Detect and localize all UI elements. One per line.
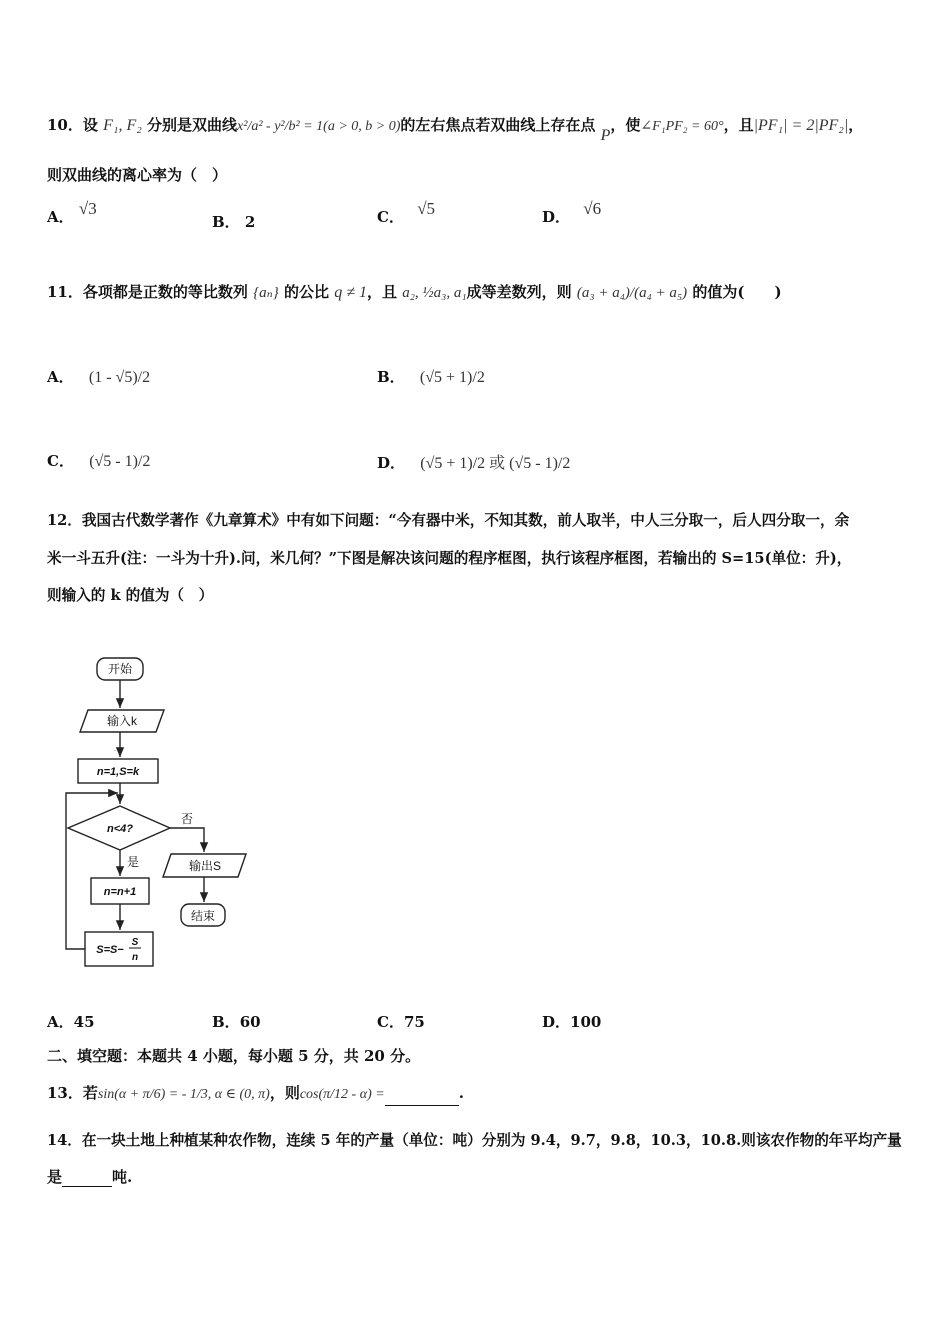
q13-text-1: 若 <box>82 1084 98 1102</box>
option-value: (√5 + 1)/2 <box>419 369 485 386</box>
q12-option-d[interactable] <box>542 1011 601 1032</box>
q10-option-a[interactable] <box>47 199 97 227</box>
option-label: A． <box>47 1013 74 1031</box>
option-label: B． <box>212 213 240 231</box>
option-value: √3 <box>78 199 97 218</box>
q10-text-6: ， <box>848 116 864 134</box>
q10-option-c[interactable] <box>377 199 436 227</box>
q14-line1: 14．在一块土地上种植某种农作物，连续 5 年的产量（单位：吨）分别为 9.4，9.7，9.8，10.3，10.8.则该农作物的年平均产量 <box>47 1132 902 1149</box>
q13-line <box>47 1081 464 1107</box>
q11-expression: (a₃ + a₄)/(a₄ + a₅) <box>576 285 688 301</box>
q10-text-5: ，且 <box>723 116 754 134</box>
flow-start-label: 开始 <box>107 662 133 676</box>
flow-update-denominator: n <box>131 952 139 963</box>
flow-no-label: 否 <box>180 812 194 826</box>
q12-option-c[interactable] <box>377 1011 425 1032</box>
flow-condition-label: n<4? <box>107 823 133 835</box>
q10-angle: ∠F₁PF₂ = 60° <box>640 119 724 134</box>
q11-terms: a₂, ½a₃, a₁ <box>402 285 467 301</box>
q10-hyperbola: x²/a² - y²/b² = 1(a > 0, b > 0) <box>237 119 401 134</box>
option-value: (√5 - 1)/2 <box>89 453 151 470</box>
flow-increment-label: n=n+1 <box>103 886 137 898</box>
flow-init-label: n=1,S=k <box>96 766 140 778</box>
flow-end-label: 结束 <box>190 909 216 923</box>
option-value: 75 <box>403 1013 425 1031</box>
q11-number: 11． <box>47 283 83 301</box>
option-value: 2 <box>244 213 256 231</box>
q13-text-2: ，则 <box>269 1084 300 1102</box>
option-label: A． <box>47 368 74 386</box>
q13-number: 13． <box>47 1084 83 1102</box>
option-label: A． <box>47 208 74 226</box>
q10-line2: 则双曲线的离心率为（ ） <box>47 166 228 184</box>
q14-line2 <box>47 1166 132 1187</box>
q11-text-1: 各项都是正数的等比数列 <box>82 283 248 301</box>
q10-text-1: 设 <box>82 116 98 134</box>
q11-option-a[interactable] <box>47 366 150 387</box>
q14-answer-blank[interactable] <box>62 1168 112 1187</box>
option-value: (1 - √5)/2 <box>88 369 151 386</box>
option-label: B． <box>212 1013 240 1031</box>
q11-line1 <box>47 280 782 305</box>
q10-text-4: ，使 <box>610 116 641 134</box>
q12-option-b[interactable] <box>212 1011 261 1032</box>
q10-ratio: |PF₁| = 2|PF₂| <box>753 117 849 134</box>
q11-text-2: 的公比 <box>283 283 329 301</box>
section-2-heading: 二、填空题：本题共 4 小题，每小题 5 分，共 20 分。 <box>47 1047 421 1065</box>
option-label: D． <box>542 1013 571 1031</box>
q10-number: 10． <box>47 116 83 134</box>
flow-input-label: 输入k <box>106 714 138 728</box>
q11-ratio: q ≠ 1 <box>334 284 367 301</box>
q13-end: . <box>458 1084 464 1102</box>
q11-text-3: ，且 <box>366 283 397 301</box>
q14-text-2: 吨. <box>112 1168 133 1186</box>
option-value: (√5 + 1)/2 或 (√5 - 1)/2 <box>420 455 571 472</box>
q11-option-d[interactable] <box>377 450 570 473</box>
q14-text-1: 是 <box>47 1168 63 1186</box>
option-label: D． <box>377 454 406 472</box>
option-value: 100 <box>570 1013 602 1031</box>
q11-text-5: 的值为( ) <box>692 283 782 301</box>
q10-point: P <box>600 127 611 144</box>
q13-given: sin(α + π/6) = - 1/3, α ∈ (0, π) <box>97 1087 270 1102</box>
q11-sequence: {aₙ} <box>253 285 279 301</box>
q13-find: cos(π/12 - α) = <box>299 1087 385 1102</box>
option-value: 45 <box>73 1013 95 1031</box>
flow-update-prefix: S=S− <box>96 944 124 956</box>
option-value: √5 <box>417 199 436 218</box>
option-label: C． <box>377 1013 404 1031</box>
flowchart <box>60 650 260 975</box>
option-label: C． <box>377 208 404 226</box>
q12-line3: 则输入的 k 的值为（ ） <box>47 587 214 604</box>
flow-yes-label: 是 <box>126 855 140 869</box>
option-value: 60 <box>239 1013 261 1031</box>
q12-line1: 12．我国古代数学著作《九章算术》中有如下问题：“今有器中米，不知其数，前人取半，中人三分取一，后人四分取一，余 <box>47 512 850 529</box>
q10-option-d[interactable] <box>542 199 602 227</box>
q11-option-c[interactable] <box>47 450 150 471</box>
q13-answer-blank[interactable] <box>385 1081 459 1106</box>
svg-text:·: · <box>113 745 117 755</box>
option-label: C． <box>47 452 74 470</box>
option-value: √6 <box>583 199 602 218</box>
flow-output-label: 输出S <box>188 859 222 873</box>
q12-line2: 米一斗五升(注：一斗为十升).问，米几何？”下图是解决该问题的程序框图，执行该程序框图，若输出的 S=15(单位：升)， <box>47 550 852 567</box>
q11-text-4: 成等差数列，则 <box>466 283 572 301</box>
q11-option-b[interactable] <box>377 366 485 387</box>
option-label: D． <box>542 208 571 226</box>
q10-text-3: 的左右焦点若双曲线上存在点 <box>400 116 596 134</box>
q10-text-2: 分别是双曲线 <box>147 116 238 134</box>
option-label: B． <box>377 368 405 386</box>
q10-line1 <box>47 113 863 147</box>
q10-option-b[interactable] <box>212 211 255 232</box>
q12-option-a[interactable] <box>47 1011 95 1032</box>
flow-update-numerator: S <box>131 937 139 948</box>
q10-foci: F₁, F₂ <box>103 117 142 134</box>
